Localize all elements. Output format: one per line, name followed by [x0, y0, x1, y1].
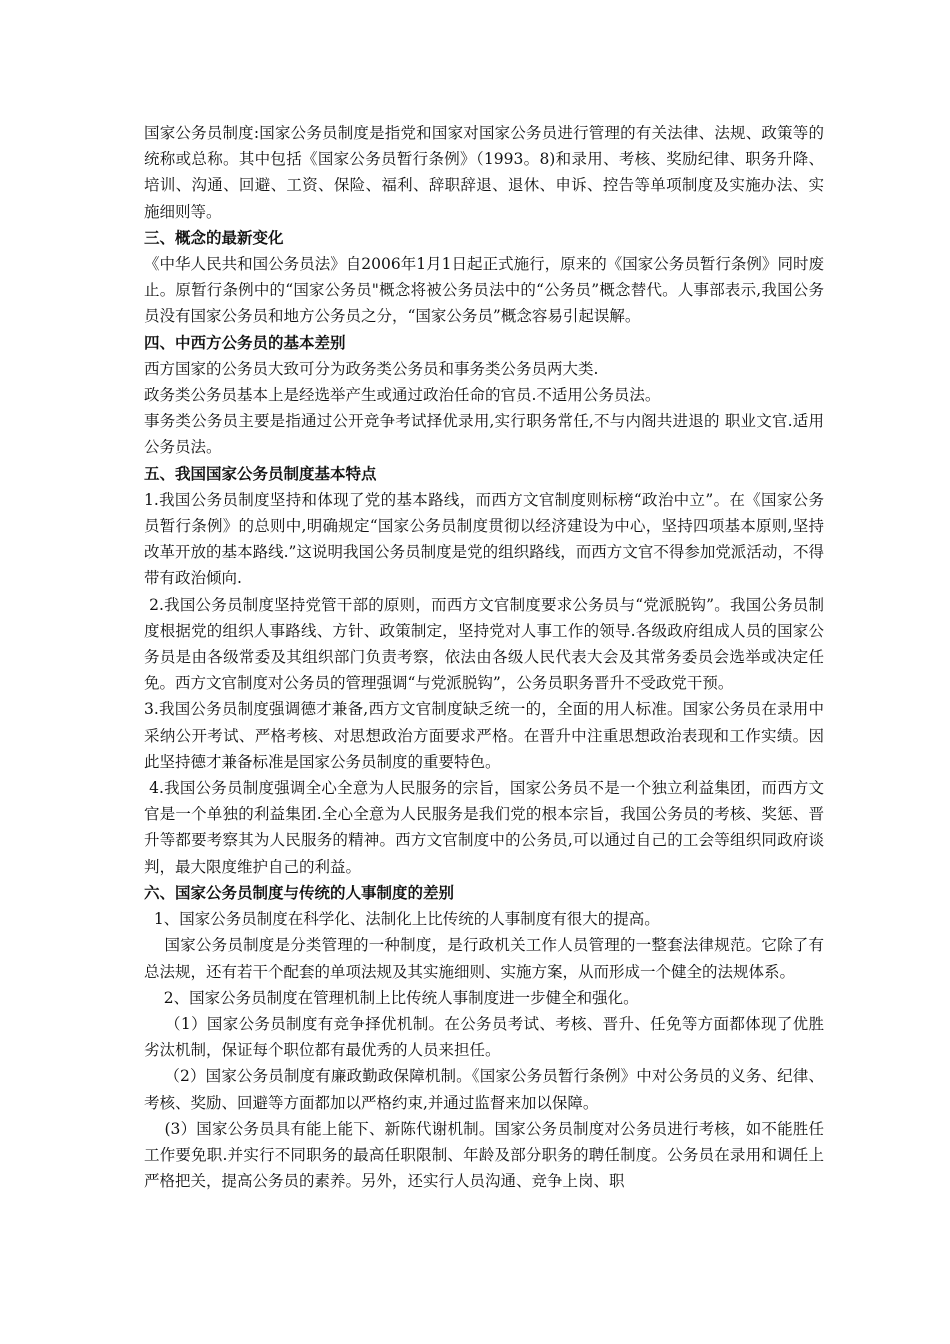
- section-heading-3: 三、概念的最新变化: [144, 227, 284, 247]
- section-heading-6: 六、国家公务员制度与传统的人事制度的差别: [144, 882, 455, 902]
- paragraph-feature-1: 1.我国公务员制度坚持和体现了党的基本路线，而西方文官制度则标榜“政治中立”。在《国家公务员暂行条例》的总则中,明确规定“国家公务员制度贯彻以经济建设为中心，坚持四项基本原则,坚持改革开放的基本路线.”这说明我国公务员制度是党的组织路线，而西方文官不得参加党派活动，不得带有政治倾向.: [144, 490, 824, 588]
- paragraph-classification: 国家公务员制度是分类管理的一种制度，是行政机关工作人员管理的一整套法律规范。它除了有总法规，还有若干个配套的单项法规及其实施细则、实施方案，从而形成一个健全的法规体系。: [144, 936, 824, 981]
- paragraph-feature-3: 3.我国公务员制度强调德才兼备,西方文官制度缺乏统一的，全面的用人标准。国家公务员在录用中采纳公开考试、严格考核、对思想政治方面要求严格。在晋升中注重思想政治表现和工作实绩。因此坚持德才兼备标准是国家公务员制度的重要特色。: [144, 700, 825, 771]
- paragraph-concept-change: 《中华人民共和国公务员法》自2006年1月1日起正式施行，原来的《国家公务员暂行条例》同时废止。原暂行条例中的“国家公务员"概念将被公务员法中的“公务员”概念替代。人事部表示,我国公务员没有国家公务员和地方公务员之分，“国家公务员”概念容易引起误解。: [144, 255, 824, 326]
- paragraph-western-categories: 西方国家的公务员大致可分为政务类公务员和事务类公务员两大类.: [144, 359, 599, 378]
- paragraph-definition: 国家公务员制度:国家公务员制度是指党和国家对国家公务员进行管理的有关法律、法规、政策等的统称或总称。其中包括《国家公务员暂行条例》（1993。8)和录用、考核、奖励纪律、职务升降、培训、沟通、回避、工资、保险、福利、辞职辞退、退休、申诉、控告等单项制度及实施办法、实施细则等。: [144, 124, 824, 221]
- paragraph-feature-2: 2.我国公务员制度坚持党管干部的原则，而西方文官制度要求公务员与“党派脱钩”。我国公务员制度根据党的组织人事路线、方针、政策制定，坚持党对人事工作的领导.各级政府组成人员的国家公务员是由各级常委及其组织部门负责考察，依法由各级人民代表大会及其常务委员会选举或决定任免。西方文官制度对公务员的管理强调“与党派脱钩”，公务员职务晋升不受政党干预。: [144, 595, 824, 693]
- paragraph-career-officials: 事务类公务员主要是指通过公开竞争考试择优录用,实行职务常任,不与内阁共进退的 职业文官.适用公务员法。: [144, 412, 824, 457]
- paragraph-feature-4: 4.我国公务员制度强调全心全意为人民服务的宗旨，国家公务员不是一个独立利益集团，而西方文官是一个单独的利益集团.全心全意为人民服务是我们党的根本宗旨，我国公务员的考核、奖惩、晋升等都要考察其为人民服务的精神。西方文官制度中的公务员,可以通过自己的工会等组织同政府谈判，最大限度维护自己的利益。: [144, 779, 824, 876]
- paragraph-political-officials: 政务类公务员基本上是经选举产生或通过政治任命的官员.不适用公务员法。: [144, 386, 661, 405]
- section-heading-5: 五、我国国家公务员制度基本特点: [144, 463, 377, 483]
- paragraph-mechanism-2: （2）国家公务员制度有廉政勤政保障机制。《国家公务员暂行条例》中对公务员的义务、纪律、考核、奖励、回避等方面都加以严格约束,并通过监督来加以保障。: [144, 1067, 824, 1112]
- section-heading-4: 四、中西方公务员的基本差别: [144, 332, 346, 352]
- paragraph-mechanism-3: (3）国家公务员具有能上能下、新陈代谢机制。国家公务员制度对公务员进行考核，如不能胜任工作要免职.并实行不同职务的最高任职限制、年龄及部分职务的聘任制度。公务员在录用和调任上严格把关，提高公务员的素养。另外，还实行人员沟通、竞争上岗、职: [144, 1119, 824, 1191]
- paragraph-difference-1: 1、国家公务员制度在科学化、法制化上比传统的人事制度有很大的提高。: [144, 910, 660, 929]
- paragraph-mechanism-1: （1）国家公务员制度有竞争择优机制。在公务员考试、考核、晋升、任免等方面都体现了优胜劣汰机制，保证每个职位都有最优秀的人员来担任。: [144, 1014, 824, 1060]
- paragraph-difference-2: 2、国家公务员制度在管理机制上比传统人事制度进一步健全和强化。: [144, 988, 639, 1007]
- document-page: [144, 120, 824, 1194]
